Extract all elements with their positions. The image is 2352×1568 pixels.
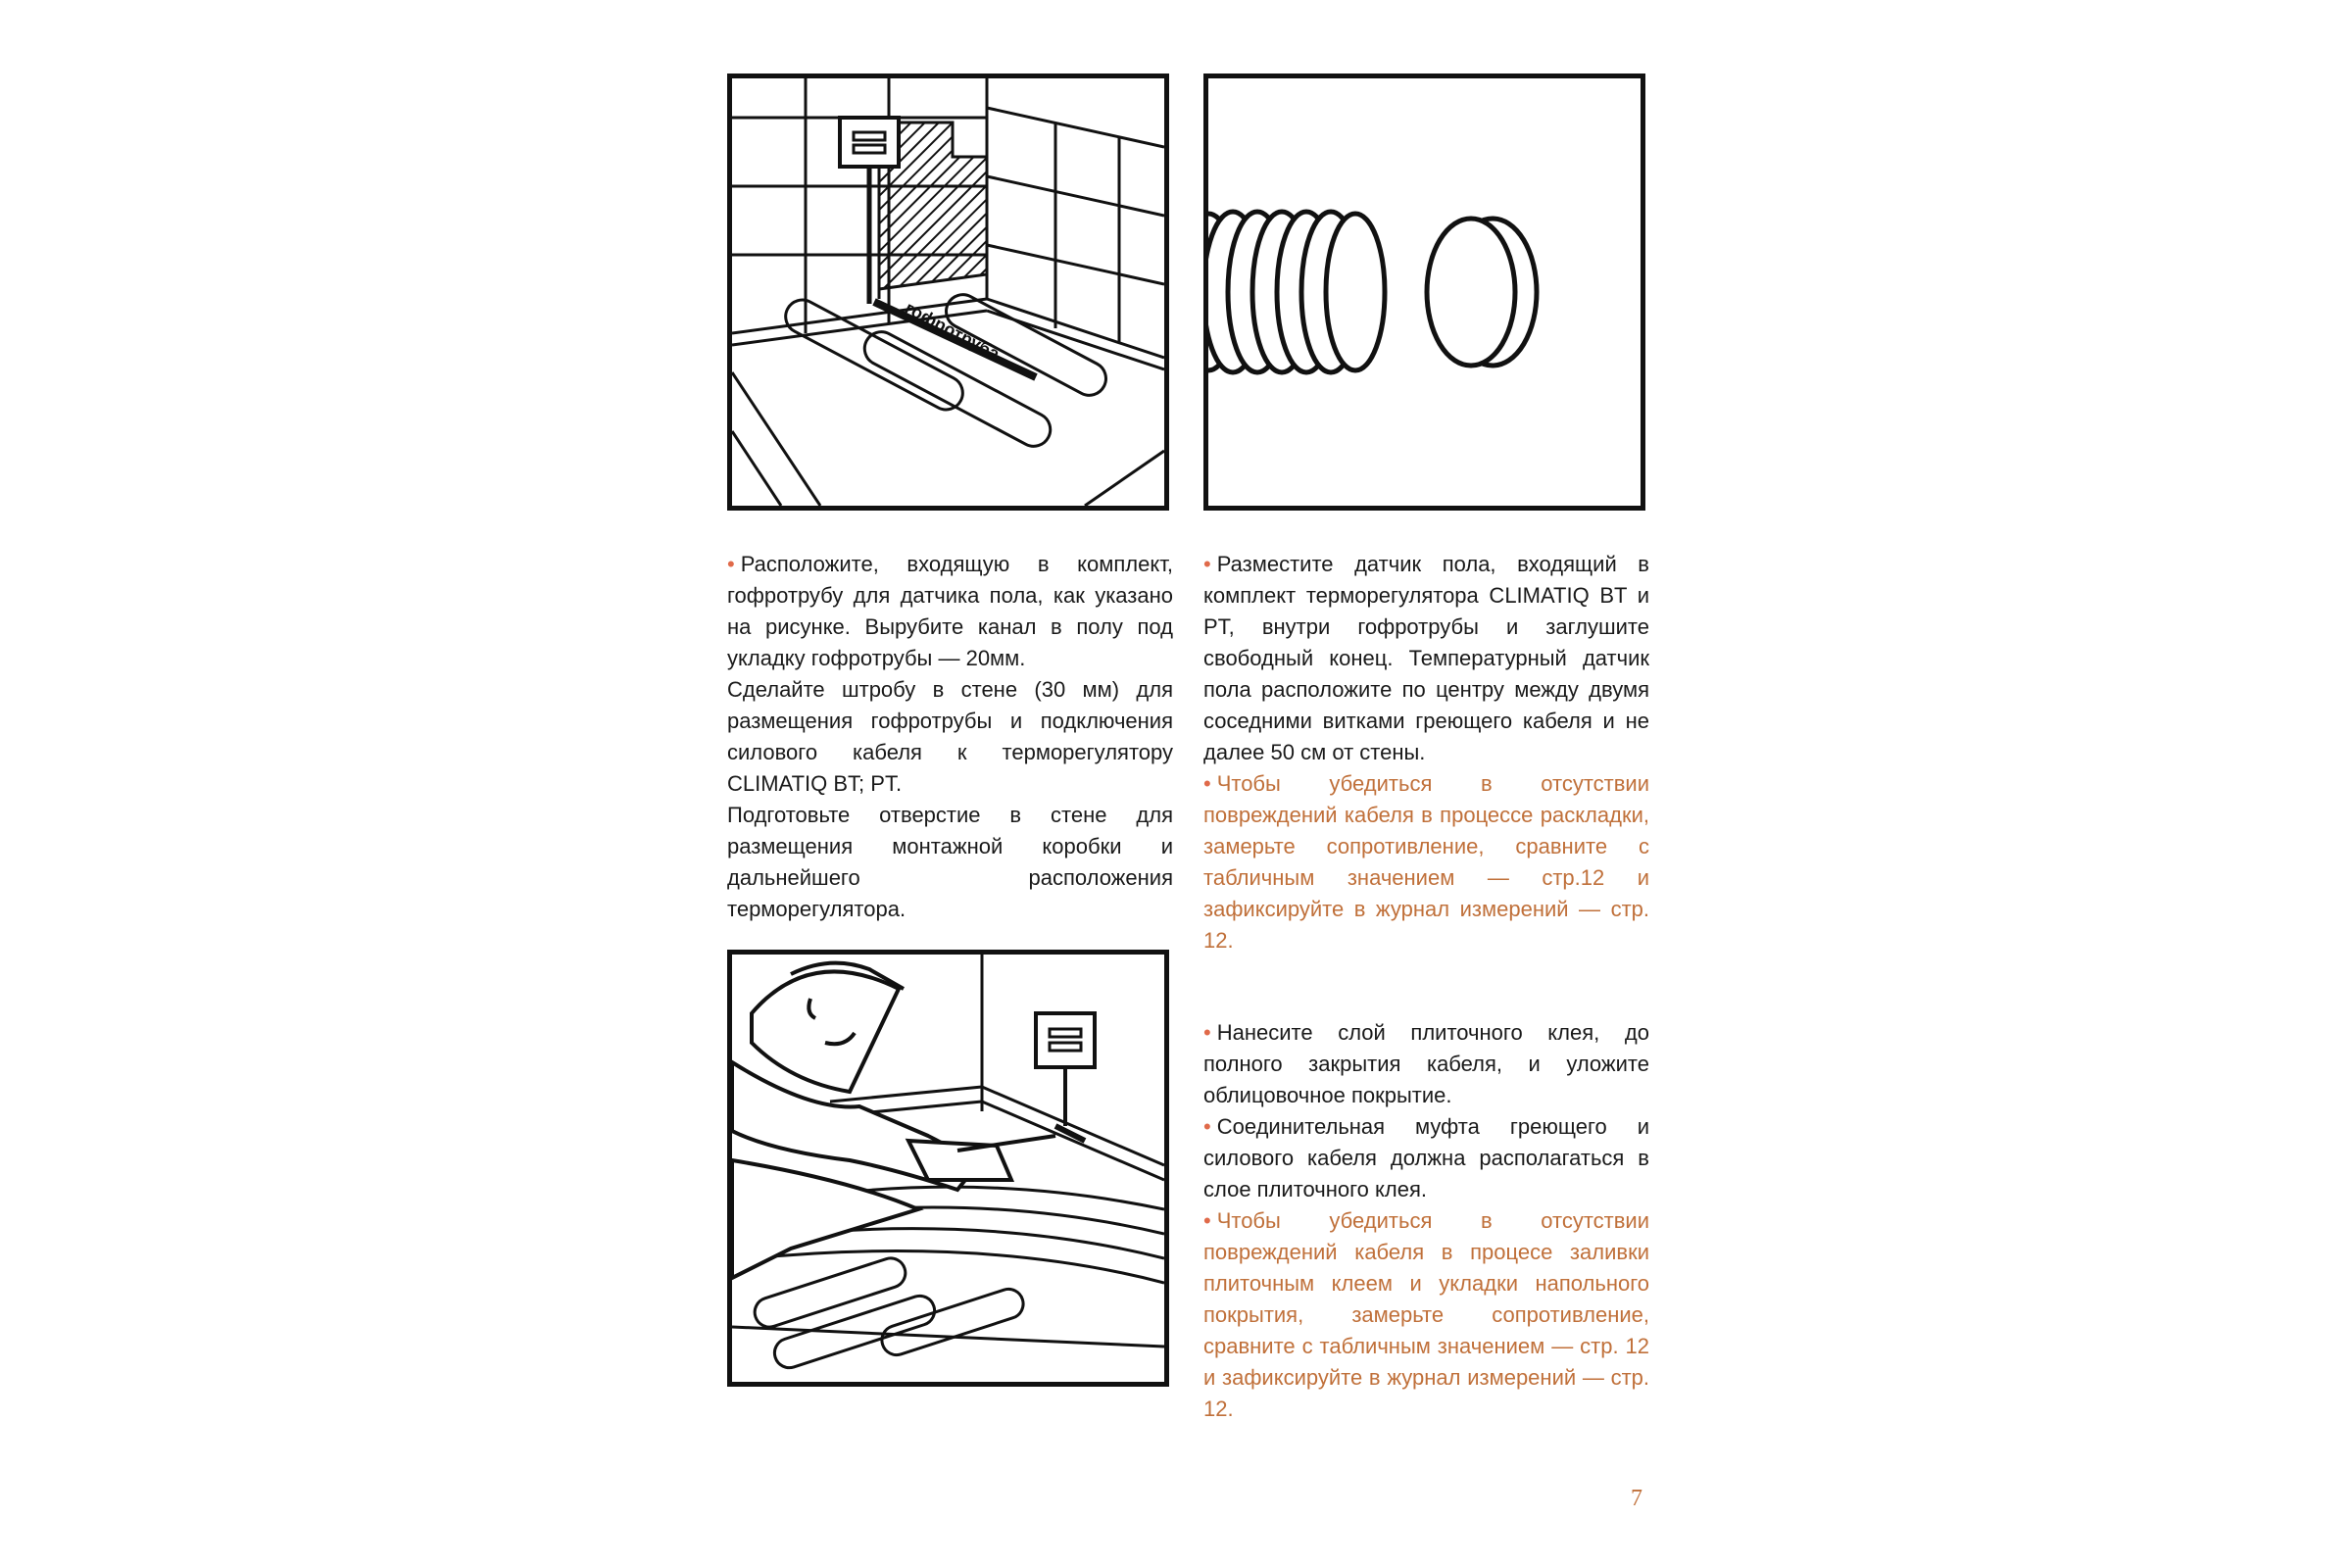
bullet-marker: • [1203,1020,1211,1045]
warning-text: Чтобы убедиться в отсутствии повреждений кабеля в процесе заливки плиточным клеем и укладки напольного покрытия, замерьте сопротивление, сравните с табличным значением — стр. 12 и зафиксируйте в журнал измерений — стр. 12. [1203,1208,1649,1421]
bullet-marker: • [1203,1114,1211,1139]
page-number: 7 [1631,1486,1642,1511]
corrugated-tube-drawing [1208,78,1641,506]
instruction-block-step-2 [1203,549,1649,956]
bullet-marker: • [727,552,735,576]
worker-laying-tile-drawing [732,955,1164,1382]
bullet-marker: • [1203,771,1211,796]
instruction-paragraph [1203,1017,1649,1111]
instruction-paragraph [727,549,1173,674]
warning-text: Чтобы убедиться в отсутствии повреждений кабеля в процессе раскладки, замерьте сопротивление, сравните с табличным значением — стр.12 и зафиксируйте в журнал измерений — стр. 12. [1203,771,1649,953]
bullet-marker: • [1203,1208,1211,1233]
illustration-tube-and-cap [1203,74,1645,511]
illustration-corrugated-tube-layout [727,74,1169,511]
instruction-block-step-3 [1203,1017,1649,1425]
instruction-paragraph: Сделайте штробу в стене (30 мм) для размещения гофротрубы и подключения силового кабеля к терморегулятору CLIMATIQ BT; PT. [727,677,1173,796]
instruction-block-step-1 [727,549,1173,925]
bathroom-floor-cable-drawing [732,78,1164,506]
instruction-paragraph: Подготовьте отверстие в стене для размещения монтажной коробки и дальнейшего расположения терморегулятора. [727,803,1173,921]
warning-paragraph [1203,1205,1649,1425]
instruction-text: Разместите датчик пола, входящий в комплект терморегулятора CLIMATIQ BT и PT, внутри гофротрубы и заглушите свободный конец. Температурный датчик пола расположите по центру между двумя соседними витками греющего кабеля и не далее 50 см от стены. [1203,552,1649,764]
warning-paragraph [1203,768,1649,956]
bullet-marker: • [1203,552,1211,576]
instruction-text: Нанесите слой плиточного клея, до полного закрытия кабеля, и уложите облицовочное покрытие. [1203,1020,1649,1107]
instruction-text: Соединительная муфта греющего и силового кабеля должна располагаться в слое плиточного клея. [1203,1114,1649,1201]
instruction-text: Расположите, входящую в комплект, гофротрубу для датчика пола, как указано на рисунке. Вырубите канал в полу под укладку гофротрубы — 20мм. [727,552,1173,670]
illustration-tile-adhesive [727,950,1169,1387]
instruction-paragraph [1203,1111,1649,1205]
instruction-paragraph [1203,549,1649,768]
corrugated-tube-label: гофротруба [902,297,1004,365]
